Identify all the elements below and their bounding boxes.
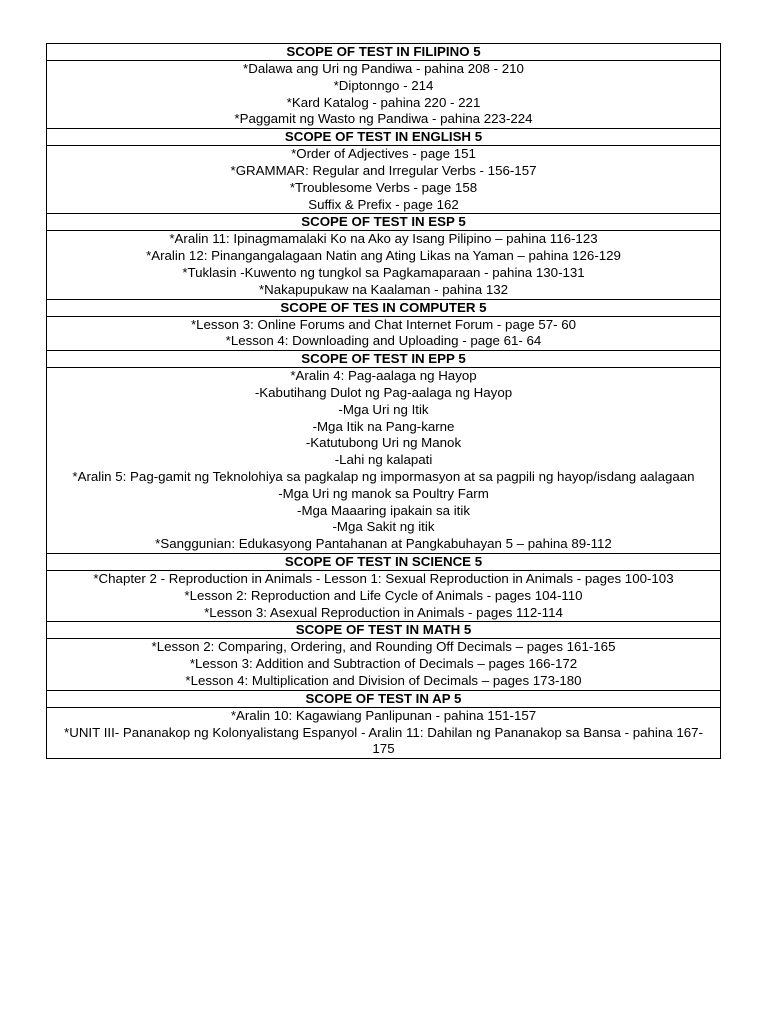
- section-items: [47, 61, 721, 129]
- scope-item: *Lesson 2: Reproduction and Life Cycle of Animals - pages 104-110: [184, 587, 583, 603]
- scope-item: *Aralin 11: Ipinagmamalaki Ko na Ako ay Isang Pilipino – pahina 116-123: [169, 231, 598, 247]
- section-header-row: [47, 44, 721, 61]
- section-header-row: [47, 129, 721, 146]
- section-header: SCOPE OF TEST IN ESP 5: [47, 214, 721, 231]
- section-body-row: [47, 368, 721, 554]
- scope-item: *Kard Katalog - pahina 220 - 221: [286, 94, 481, 110]
- section-header: SCOPE OF TEST IN AP 5: [47, 690, 721, 707]
- section-header: SCOPE OF TEST IN MATH 5: [47, 622, 721, 639]
- scope-item: *Nakapupukaw na Kaalaman - pahina 132: [258, 281, 509, 297]
- section-body-row: [47, 316, 721, 351]
- scope-item: *Troublesome Verbs - page 158: [289, 179, 478, 195]
- section-header-row: [47, 622, 721, 639]
- scope-item: *Lesson 4: Downloading and Uploading - page 61- 64: [225, 333, 542, 349]
- scope-item: *Chapter 2 - Reproduction in Animals - Lesson 1: Sexual Reproduction in Animals - pages 100-103: [93, 570, 674, 586]
- section-body-row: [47, 570, 721, 621]
- scope-item: -Lahi ng kalapati: [334, 452, 433, 468]
- section-header: SCOPE OF TEST IN SCIENCE 5: [47, 553, 721, 570]
- scope-item: -Mga Uri ng manok sa Poultry Farm: [278, 485, 489, 501]
- section-header-row: [47, 553, 721, 570]
- scope-item: *Lesson 3: Addition and Subtraction of Decimals – pages 166-172: [189, 656, 578, 672]
- scope-item: *Order of Adjectives - page 151: [291, 146, 476, 162]
- section-items: [47, 639, 721, 690]
- section-items: [47, 707, 721, 758]
- scope-item: *Aralin 5: Pag-gamit ng Teknolohiya sa pagkalap ng impormasyon at sa pagpili ng hayop/isdang aalagaan: [72, 468, 695, 484]
- scope-of-test-document: [46, 43, 721, 759]
- section-items: [47, 368, 721, 554]
- scope-item: -Mga Sakit ng itik: [332, 519, 435, 535]
- scope-table-body: [47, 44, 721, 759]
- section-header: SCOPE OF TEST IN EPP 5: [47, 351, 721, 368]
- scope-item: *UNIT III- Pananakop ng Kolonyalistang Espanyol - Aralin 11: Dahilan ng Pananakop sa Bansa - pahina 167-175: [64, 724, 703, 757]
- scope-item: *Lesson 3: Asexual Reproduction in Animals - pages 112-114: [204, 604, 563, 620]
- scope-item: *Dalawa ang Uri ng Pandiwa - pahina 208 - 210: [243, 61, 524, 76]
- section-body-row: [47, 61, 721, 129]
- scope-item: -Mga Maaaring ipakain sa itik: [297, 502, 470, 518]
- section-body-row: [47, 146, 721, 214]
- section-header: SCOPE OF TEST IN ENGLISH 5: [47, 129, 721, 146]
- section-items: [47, 146, 721, 214]
- section-header: SCOPE OF TEST IN FILIPINO 5: [47, 44, 721, 61]
- scope-item: -Mga Itik na Pang-karne: [312, 418, 455, 434]
- section-body-row: [47, 639, 721, 690]
- section-body-row: [47, 231, 721, 299]
- section-items: [47, 231, 721, 299]
- scope-item: -Kabutihang Dulot ng Pag-aalaga ng Hayop: [254, 384, 513, 400]
- scope-item: *Sanggunian: Edukasyong Pantahanan at Pangkabuhayan 5 – pahina 89-112: [155, 536, 612, 552]
- section-header: SCOPE OF TES IN COMPUTER 5: [47, 299, 721, 316]
- scope-of-test-table: [46, 43, 721, 759]
- scope-item: -Katutubong Uri ng Manok: [305, 435, 462, 451]
- section-items: [47, 570, 721, 621]
- scope-item: *Lesson 4: Multiplication and Division of Decimals – pages 173-180: [185, 672, 582, 688]
- section-body-row: [47, 707, 721, 758]
- scope-item: *Aralin 10: Kagawiang Panlipunan - pahina 151-157: [230, 707, 537, 723]
- section-header-row: [47, 299, 721, 316]
- section-items: [47, 316, 721, 351]
- scope-item: *Lesson 3: Online Forums and Chat Internet Forum - page 57- 60: [190, 316, 577, 332]
- scope-item: *Aralin 12: Pinangangalagaan Natin ang Ating Likas na Yaman – pahina 126-129: [146, 248, 621, 264]
- scope-item: *Tuklasin -Kuwento ng tungkol sa Pagkamaparaan - pahina 130-131: [182, 264, 585, 280]
- section-header-row: [47, 351, 721, 368]
- section-header-row: [47, 214, 721, 231]
- scope-item: *Diptonngo - 214: [333, 77, 434, 93]
- scope-item: *GRAMMAR: Regular and Irregular Verbs - 156-157: [230, 162, 537, 178]
- scope-item: *Paggamit ng Wasto ng Pandiwa - pahina 223-224: [234, 111, 533, 127]
- section-header-row: [47, 690, 721, 707]
- scope-item: Suffix & Prefix - page 162: [308, 196, 459, 212]
- scope-item: *Aralin 4: Pag-aalaga ng Hayop: [290, 368, 477, 384]
- scope-item: *Lesson 2: Comparing, Ordering, and Rounding Off Decimals – pages 161-165: [151, 639, 616, 655]
- scope-item: -Mga Uri ng Itik: [338, 401, 429, 417]
